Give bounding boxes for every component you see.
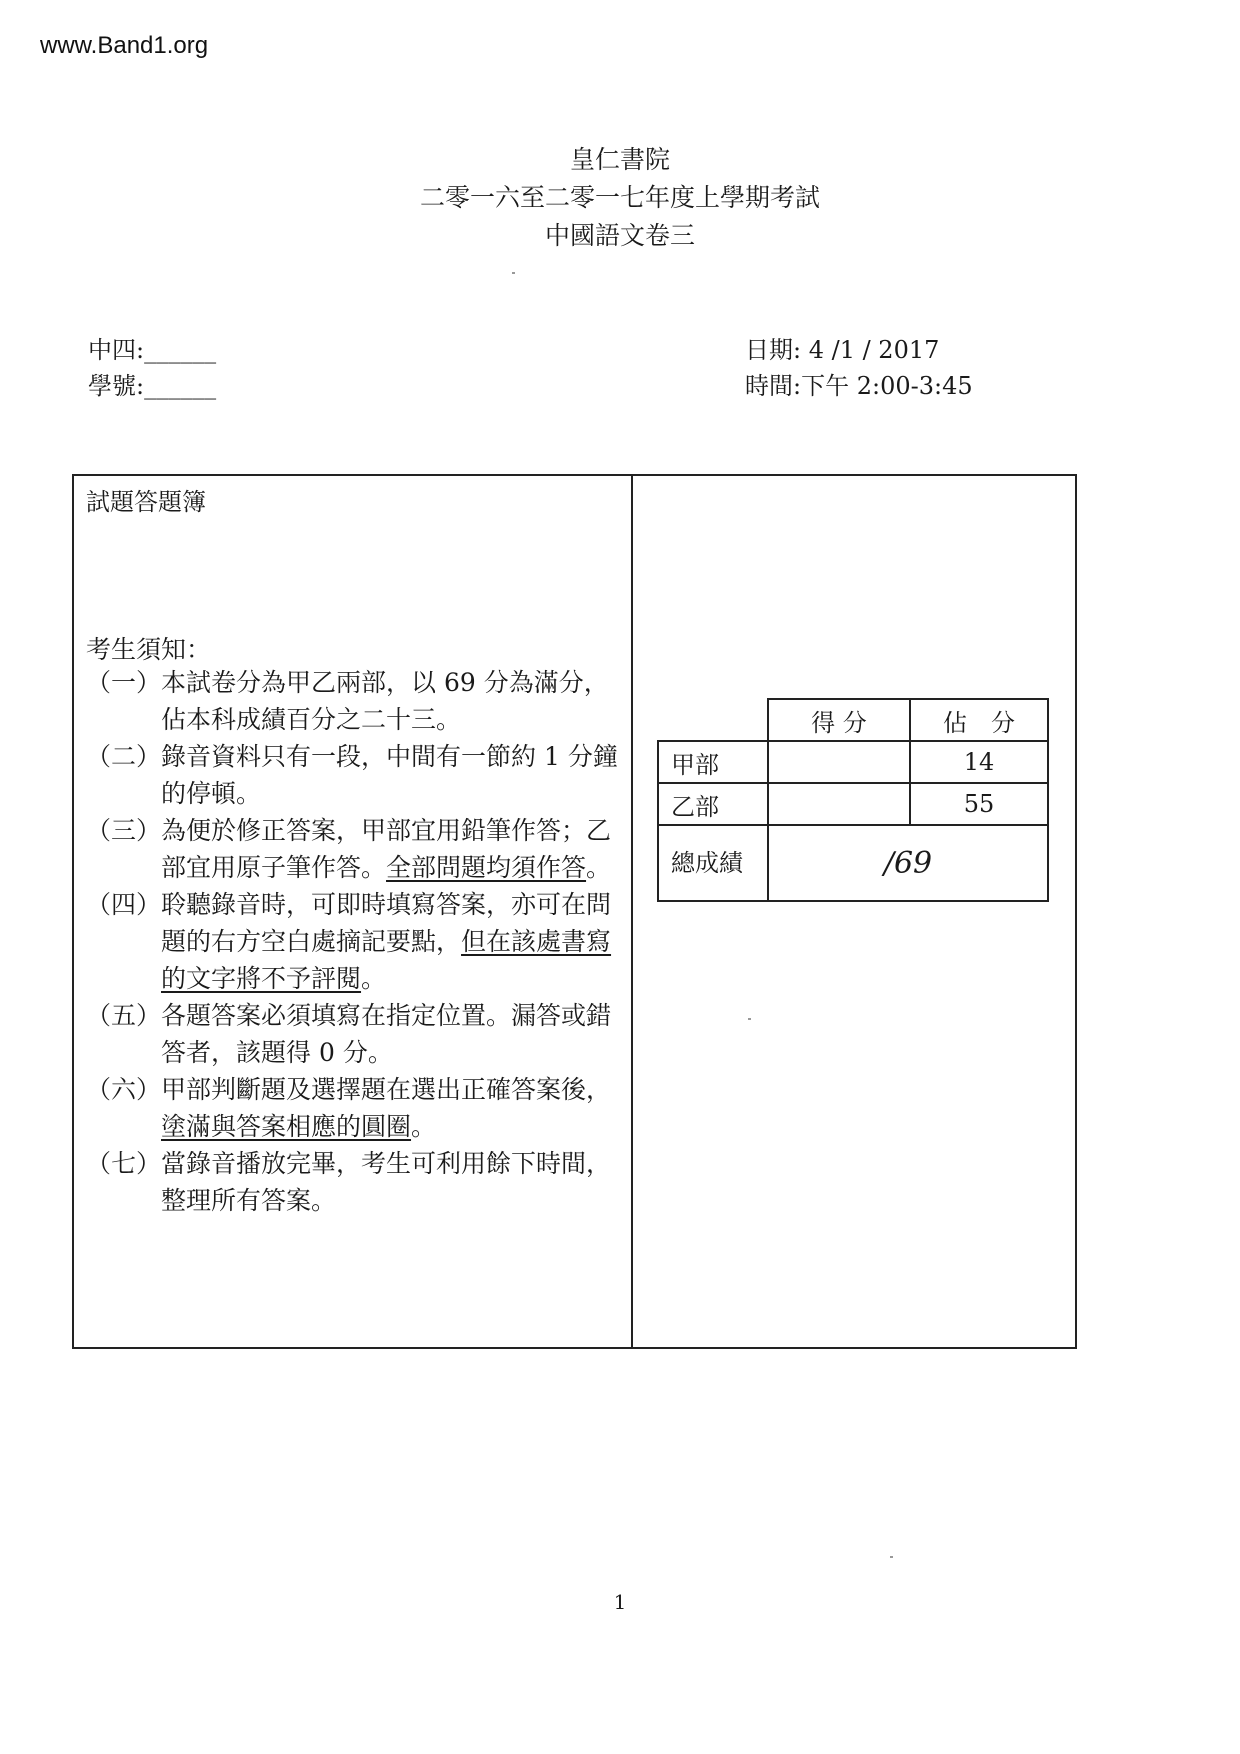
score-row-total (658, 825, 1048, 901)
booklet-title: 試題答題簿 (86, 488, 206, 516)
paper-title: 中國語文卷三 (544, 221, 695, 250)
exam-title: 二零一六至二零一七年度上學期考試 (419, 183, 820, 212)
rule-number: （六） (86, 1075, 162, 1104)
class-field-label: 中四:______ (88, 336, 217, 364)
rule-item-3 (86, 812, 631, 886)
booklet-divider (631, 474, 633, 1349)
row-label: 甲部 (658, 741, 768, 783)
scan-speck (890, 1556, 893, 1558)
rule-number: （四） (86, 890, 162, 919)
rule-text: 本試卷分為甲乙兩部，以 69 分為滿分，佔本科成績百分之二十三。 (161, 668, 609, 734)
score-weight-cell: 55 (910, 783, 1048, 825)
rule-item-1 (86, 664, 631, 738)
rule-text: 錄音資料只有一段，中間有一節約 1 分鐘的停頓。 (161, 742, 618, 808)
rule-item-6 (86, 1071, 631, 1145)
score-row-part-a (658, 741, 1048, 783)
page-number: 1 (613, 1590, 627, 1614)
score-got-cell (768, 783, 910, 825)
header-score-weight: 佔 分 (910, 699, 1048, 741)
scan-speck (512, 272, 515, 274)
rule-item-2 (86, 738, 631, 812)
rule-emphasis: 但在該處書寫的文字將不予評閱 (161, 927, 612, 993)
score-table (657, 698, 1049, 902)
score-table-header (658, 699, 1048, 741)
site-watermark: www.Band1.org (40, 32, 209, 59)
student-number-field-label: 學號:______ (88, 372, 217, 400)
rule-number: （一） (86, 668, 162, 697)
total-score-value: /69 (768, 825, 1048, 901)
candidate-notice-heading: 考生須知： (86, 635, 212, 664)
rule-number: （二） (86, 742, 162, 771)
score-row-part-b (658, 783, 1048, 825)
total-label: 總成績 (658, 825, 768, 901)
exam-date: 日期: 4 /1 / 2017 (745, 336, 940, 364)
scan-speck (748, 1018, 751, 1020)
exam-time: 時間:下午 2:00-3:45 (745, 372, 973, 400)
score-table-corner (658, 699, 768, 741)
rule-number: （七） (86, 1149, 162, 1178)
row-label: 乙部 (658, 783, 768, 825)
rule-text: 為便於修正答案，甲部宜用鉛筆作答；乙部宜用原子筆作答。全部問題均須作答。 (161, 816, 612, 882)
rule-number: （三） (86, 816, 162, 845)
score-weight-cell: 14 (910, 741, 1048, 783)
rule-item-4 (86, 886, 631, 997)
school-name: 皇仁書院 (569, 145, 670, 174)
score-got-cell (768, 741, 910, 783)
rule-number: （五） (86, 1001, 162, 1030)
candidate-rules-list (86, 664, 631, 1219)
rule-text: 各題答案必須填寫在指定位置。漏答或錯答者，該題得 0 分。 (161, 1001, 612, 1067)
rule-item-5 (86, 997, 631, 1071)
rule-text: 聆聽錄音時，可即時填寫答案，亦可在問題的右方空白處摘記要點，但在該處書寫的文字將不予評閱。 (161, 890, 612, 993)
header-score-got: 得 分 (768, 699, 910, 741)
rule-text: 甲部判斷題及選擇題在選出正確答案後，塗滿與答案相應的圓圈。 (161, 1075, 612, 1141)
rule-emphasis: 全部問題均須作答 (386, 853, 587, 882)
rule-emphasis: 塗滿與答案相應的圓圈 (161, 1112, 412, 1141)
rule-text: 當錄音播放完畢，考生可利用餘下時間，整理所有答案。 (161, 1149, 612, 1215)
rule-item-7 (86, 1145, 631, 1219)
